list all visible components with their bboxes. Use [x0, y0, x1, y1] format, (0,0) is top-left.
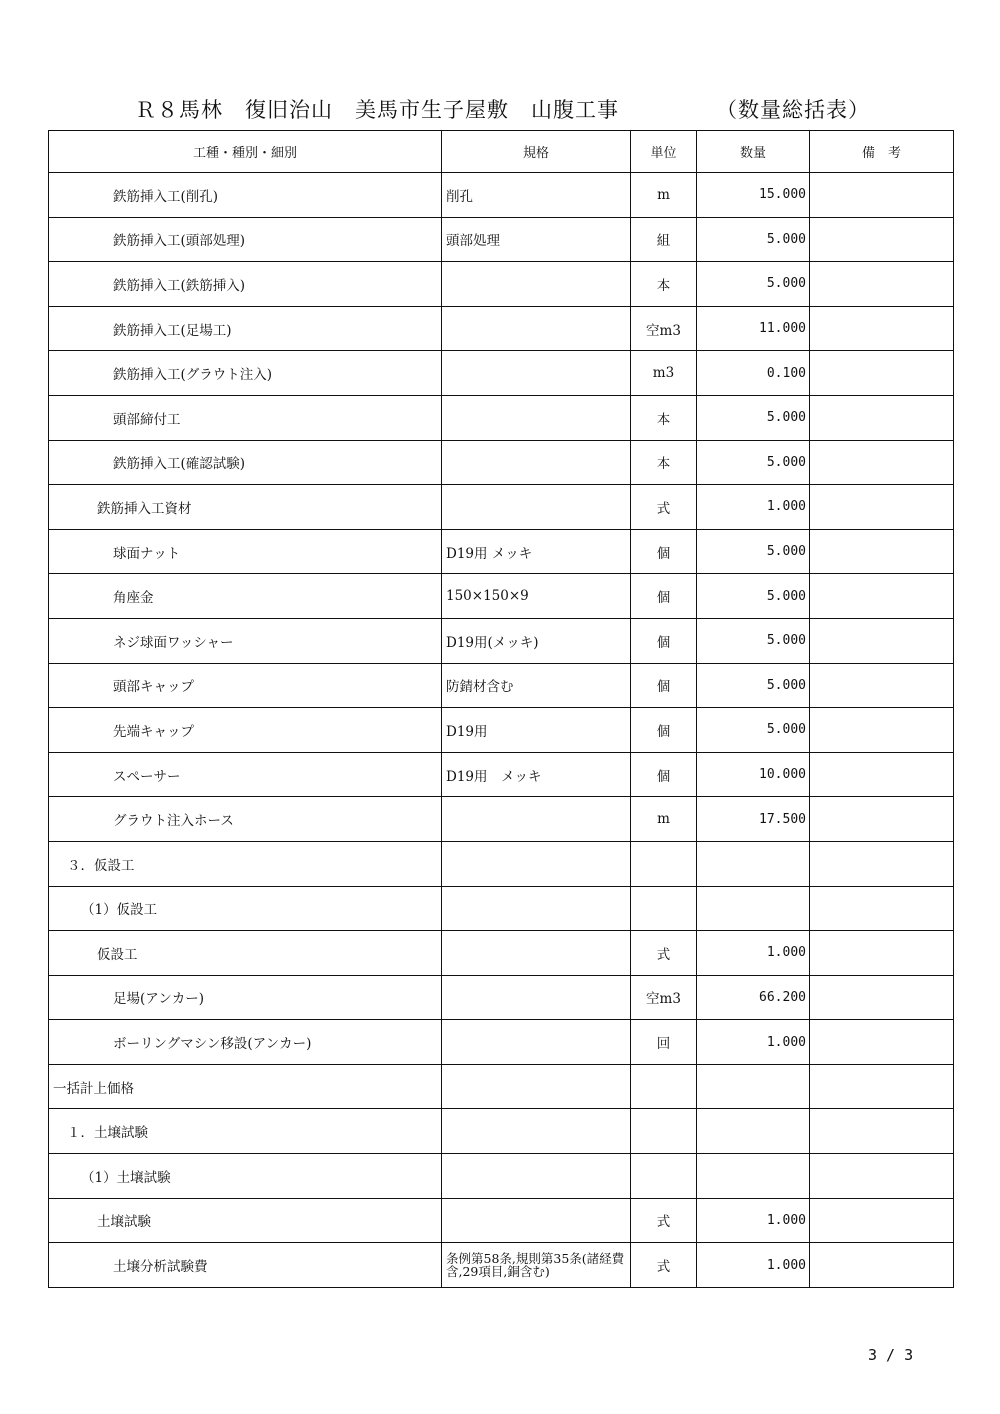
table-row	[49, 173, 954, 218]
cell-remarks	[810, 574, 954, 619]
cell-unit: 個	[631, 618, 697, 663]
cell-unit: 式	[631, 485, 697, 530]
cell-work-item: 球面ナット	[49, 529, 442, 574]
table-row	[49, 1109, 954, 1154]
cell-remarks	[810, 886, 954, 931]
table-row	[49, 1154, 954, 1199]
cell-quantity: 5.000	[697, 440, 810, 485]
cell-work-item: 鉄筋挿入工(頭部処理)	[49, 217, 442, 262]
cell-remarks	[810, 440, 954, 485]
cell-unit: m	[631, 173, 697, 218]
header-unit: 単位	[631, 131, 697, 173]
cell-quantity: 1.000	[697, 1198, 810, 1243]
table-header-row	[49, 131, 954, 173]
cell-spec	[442, 975, 631, 1020]
cell-work-item: 鉄筋挿入工(鉄筋挿入)	[49, 262, 442, 307]
cell-spec	[442, 485, 631, 530]
cell-unit: 式	[631, 1243, 697, 1288]
cell-quantity: 5.000	[697, 217, 810, 262]
cell-remarks	[810, 395, 954, 440]
cell-spec	[442, 1154, 631, 1199]
cell-work-item: 鉄筋挿入工資材	[49, 485, 442, 530]
cell-unit: 個	[631, 752, 697, 797]
cell-unit: 本	[631, 440, 697, 485]
cell-work-item: 角座金	[49, 574, 442, 619]
cell-quantity	[697, 1064, 810, 1109]
cell-remarks	[810, 752, 954, 797]
cell-quantity: 5.000	[697, 618, 810, 663]
cell-unit: 個	[631, 708, 697, 753]
cell-remarks	[810, 1154, 954, 1199]
cell-spec	[442, 306, 631, 351]
table-row	[49, 1020, 954, 1065]
cell-remarks	[810, 529, 954, 574]
cell-quantity	[697, 1109, 810, 1154]
table-row	[49, 797, 954, 842]
table-row	[49, 485, 954, 530]
document-title: Ｒ８馬林 復旧治山 美馬市生子屋敷 山腹工事	[135, 98, 619, 122]
cell-unit: 個	[631, 574, 697, 619]
cell-remarks	[810, 262, 954, 307]
cell-work-item: 土壌分析試験費	[49, 1243, 442, 1288]
cell-quantity: 5.000	[697, 663, 810, 708]
cell-remarks	[810, 1243, 954, 1288]
cell-work-item: 足場(アンカー)	[49, 975, 442, 1020]
cell-unit: 個	[631, 529, 697, 574]
table-row	[49, 395, 954, 440]
table-row	[49, 262, 954, 307]
cell-spec: 条例第58条,規則第35条(諸経費含,29項目,銅含む)	[442, 1243, 631, 1288]
cell-work-item: 鉄筋挿入工(足場工)	[49, 306, 442, 351]
cell-remarks	[810, 217, 954, 262]
cell-spec	[442, 1064, 631, 1109]
cell-remarks	[810, 485, 954, 530]
cell-remarks	[810, 975, 954, 1020]
cell-remarks	[810, 351, 954, 396]
cell-unit: 空m3	[631, 975, 697, 1020]
table-row	[49, 752, 954, 797]
cell-spec	[442, 841, 631, 886]
cell-unit	[631, 886, 697, 931]
cell-unit: 組	[631, 217, 697, 262]
cell-work-item: ３．仮設工	[49, 841, 442, 886]
table-row	[49, 1243, 954, 1288]
cell-quantity: 1.000	[697, 1243, 810, 1288]
table-row	[49, 708, 954, 753]
cell-spec: 防錆材含む	[442, 663, 631, 708]
document-subtitle: （数量総括表）	[716, 98, 870, 122]
cell-remarks	[810, 618, 954, 663]
cell-remarks	[810, 841, 954, 886]
cell-spec	[442, 1020, 631, 1065]
cell-quantity: 5.000	[697, 395, 810, 440]
cell-remarks	[810, 306, 954, 351]
cell-spec	[442, 395, 631, 440]
table-row	[49, 217, 954, 262]
table-row	[49, 841, 954, 886]
cell-quantity: 5.000	[697, 574, 810, 619]
table-body	[49, 173, 954, 1288]
table-row	[49, 1198, 954, 1243]
cell-remarks	[810, 1064, 954, 1109]
cell-unit: m	[631, 797, 697, 842]
cell-quantity: 66.200	[697, 975, 810, 1020]
cell-quantity: 1.000	[697, 485, 810, 530]
cell-work-item: 仮設工	[49, 931, 442, 976]
cell-quantity: 11.000	[697, 306, 810, 351]
cell-work-item: 一括計上価格	[49, 1064, 442, 1109]
cell-remarks	[810, 173, 954, 218]
table-row	[49, 663, 954, 708]
cell-work-item: 鉄筋挿入工(グラウト注入)	[49, 351, 442, 396]
table-row	[49, 574, 954, 619]
cell-quantity: 0.100	[697, 351, 810, 396]
cell-remarks	[810, 797, 954, 842]
cell-unit: 本	[631, 395, 697, 440]
cell-unit	[631, 1064, 697, 1109]
cell-spec	[442, 797, 631, 842]
cell-quantity	[697, 1154, 810, 1199]
cell-work-item: （1）仮設工	[49, 886, 442, 931]
cell-work-item: ボーリングマシン移設(アンカー)	[49, 1020, 442, 1065]
header-spec: 規格	[442, 131, 631, 173]
cell-spec: 頭部処理	[442, 217, 631, 262]
cell-unit: 個	[631, 663, 697, 708]
cell-remarks	[810, 931, 954, 976]
cell-work-item: 先端キャップ	[49, 708, 442, 753]
cell-work-item: 頭部締付工	[49, 395, 442, 440]
header-quantity: 数量	[697, 131, 810, 173]
cell-spec: 削孔	[442, 173, 631, 218]
cell-unit	[631, 1109, 697, 1154]
cell-work-item: （1）土壌試験	[49, 1154, 442, 1199]
cell-remarks	[810, 663, 954, 708]
table-row	[49, 975, 954, 1020]
table-row	[49, 306, 954, 351]
cell-work-item: スペーサー	[49, 752, 442, 797]
cell-quantity	[697, 841, 810, 886]
cell-unit: 本	[631, 262, 697, 307]
cell-quantity: 15.000	[697, 173, 810, 218]
cell-spec	[442, 262, 631, 307]
table-row	[49, 440, 954, 485]
cell-unit: m3	[631, 351, 697, 396]
cell-spec	[442, 351, 631, 396]
cell-spec: D19用 メッキ	[442, 529, 631, 574]
table-row	[49, 1064, 954, 1109]
cell-quantity: 17.500	[697, 797, 810, 842]
cell-unit: 式	[631, 931, 697, 976]
cell-remarks	[810, 1109, 954, 1154]
cell-work-item: 土壌試験	[49, 1198, 442, 1243]
cell-quantity: 1.000	[697, 931, 810, 976]
cell-spec	[442, 1109, 631, 1154]
cell-quantity: 5.000	[697, 708, 810, 753]
cell-spec	[442, 886, 631, 931]
cell-work-item: ネジ球面ワッシャー	[49, 618, 442, 663]
table-row	[49, 618, 954, 663]
cell-quantity: 5.000	[697, 529, 810, 574]
cell-quantity: 10.000	[697, 752, 810, 797]
cell-remarks	[810, 708, 954, 753]
cell-work-item: １．土壌試験	[49, 1109, 442, 1154]
cell-quantity: 1.000	[697, 1020, 810, 1065]
cell-spec: D19用	[442, 708, 631, 753]
page-number: 3 / 3	[868, 1346, 914, 1364]
cell-remarks	[810, 1198, 954, 1243]
document-title-bar	[0, 90, 1000, 126]
quantity-summary-table	[48, 130, 954, 1288]
cell-remarks	[810, 1020, 954, 1065]
cell-spec	[442, 440, 631, 485]
cell-unit: 回	[631, 1020, 697, 1065]
table-row	[49, 886, 954, 931]
header-work-type: 工種・種別・細別	[49, 131, 442, 173]
cell-spec	[442, 931, 631, 976]
header-remarks: 備 考	[810, 131, 954, 173]
cell-spec	[442, 1198, 631, 1243]
cell-work-item: 鉄筋挿入工(削孔)	[49, 173, 442, 218]
cell-spec: D19用(メッキ)	[442, 618, 631, 663]
cell-spec: D19用 メッキ	[442, 752, 631, 797]
cell-unit	[631, 841, 697, 886]
table-row	[49, 931, 954, 976]
cell-unit	[631, 1154, 697, 1199]
cell-work-item: 頭部キャップ	[49, 663, 442, 708]
cell-spec: 150×150×9	[442, 574, 631, 619]
cell-work-item: 鉄筋挿入工(確認試験)	[49, 440, 442, 485]
cell-quantity: 5.000	[697, 262, 810, 307]
cell-unit: 式	[631, 1198, 697, 1243]
cell-quantity	[697, 886, 810, 931]
cell-work-item: グラウト注入ホース	[49, 797, 442, 842]
table-row	[49, 351, 954, 396]
cell-unit: 空m3	[631, 306, 697, 351]
table-row	[49, 529, 954, 574]
